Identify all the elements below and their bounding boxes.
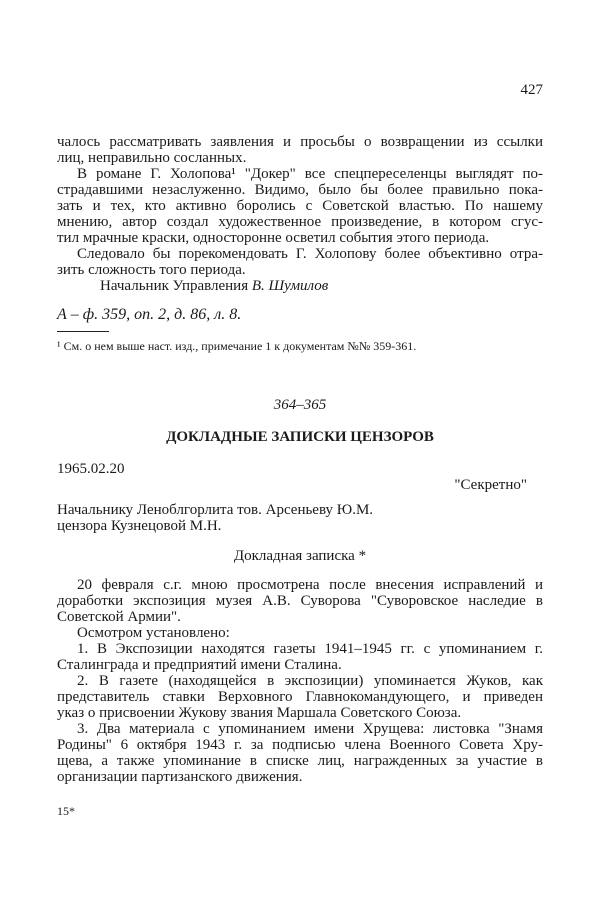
memo-title: Докладная записка * [233, 548, 367, 564]
text-line: Родины" 6 октября 1943 г. за подписью члена Военного Совета Хру- [57, 737, 543, 753]
text-line: 3. Два материала с упоминанием имени Хрущева: листовка "Знамя [77, 721, 543, 737]
text-line: указ о присвоении Жукову звания Маршала Советского Союза. [57, 705, 462, 721]
text-line: Следовало бы порекомендовать Г. Холопову более объективно отра- [77, 246, 543, 262]
signature-title: Начальник Управления [100, 278, 249, 294]
text-line: Советской Армии". [57, 609, 181, 625]
text-line: щева, а также упоминание в списке лиц, награжденных за участие в [57, 753, 543, 769]
text-line: организации партизанского движения. [57, 769, 303, 785]
text-line: доработки экспозиция музея А.В. Суворова "Суворовское наследие в [57, 593, 543, 609]
text-line: зить сложность того периода. [57, 262, 246, 278]
text-line: представитель ставки Верховного Главнокомандующего, и приведен [57, 689, 543, 705]
text-line: зать и тех, кто активно боролись с Советской властью. По нашему [57, 198, 543, 214]
text-line: 2. В газете (находящейся в экспозиции) упоминается Жуков, как [77, 673, 543, 689]
addressee-line: Начальнику Леноблгорлита тов. Арсеньеву Ю.М. [57, 502, 374, 518]
document-numbers: 364–365 [273, 397, 327, 413]
document-date: 1965.02.20 [57, 461, 125, 477]
text-line: Осмотром установлено: [77, 625, 230, 641]
footnote: ¹ См. о нем выше наст. изд., примечание 1 к документам №№ 359-361. [57, 339, 417, 353]
page-number: 427 [520, 82, 543, 98]
addressee-line: цензора Кузнецовой М.Н. [57, 518, 222, 534]
signature [100, 277, 543, 295]
text-line: мнению, автор создал художественное произведение, в котором сгус- [57, 214, 543, 230]
text-line: В романе Г. Холопова¹ "Докер" все спецпереселенцы выглядят по- [77, 166, 543, 182]
text-line: Сталинграда и предприятий имени Сталина. [57, 657, 342, 673]
text-line: лиц, неправильно сосланных. [57, 150, 247, 166]
text-line: тил мрачные краски, односторонне осветил события этого периода. [57, 230, 490, 246]
classification-stamp: "Секретно" [454, 477, 527, 493]
text-line: чалось рассматривать заявления и просьбы о возвращении из ссылки [57, 134, 543, 150]
signature-name: В. Шумилов [251, 278, 329, 294]
footnote-divider [57, 331, 109, 332]
text-line: 1. В Экспозиции находятся газеты 1941–1945 гг. с упоминанием г. [77, 641, 543, 657]
text-line: 20 февраля с.г. мною просмотрена после внесения исправлений и [77, 577, 543, 593]
archive-reference: А – ф. 359, оп. 2, д. 86, л. 8. [57, 306, 242, 323]
text-line: страдавшими незаслуженно. Видимо, было бы более правильно пока- [57, 182, 543, 198]
section-title: ДОКЛАДНЫЕ ЗАПИСКИ ЦЕНЗОРОВ [166, 429, 434, 445]
signature-mark: 15* [57, 804, 75, 818]
